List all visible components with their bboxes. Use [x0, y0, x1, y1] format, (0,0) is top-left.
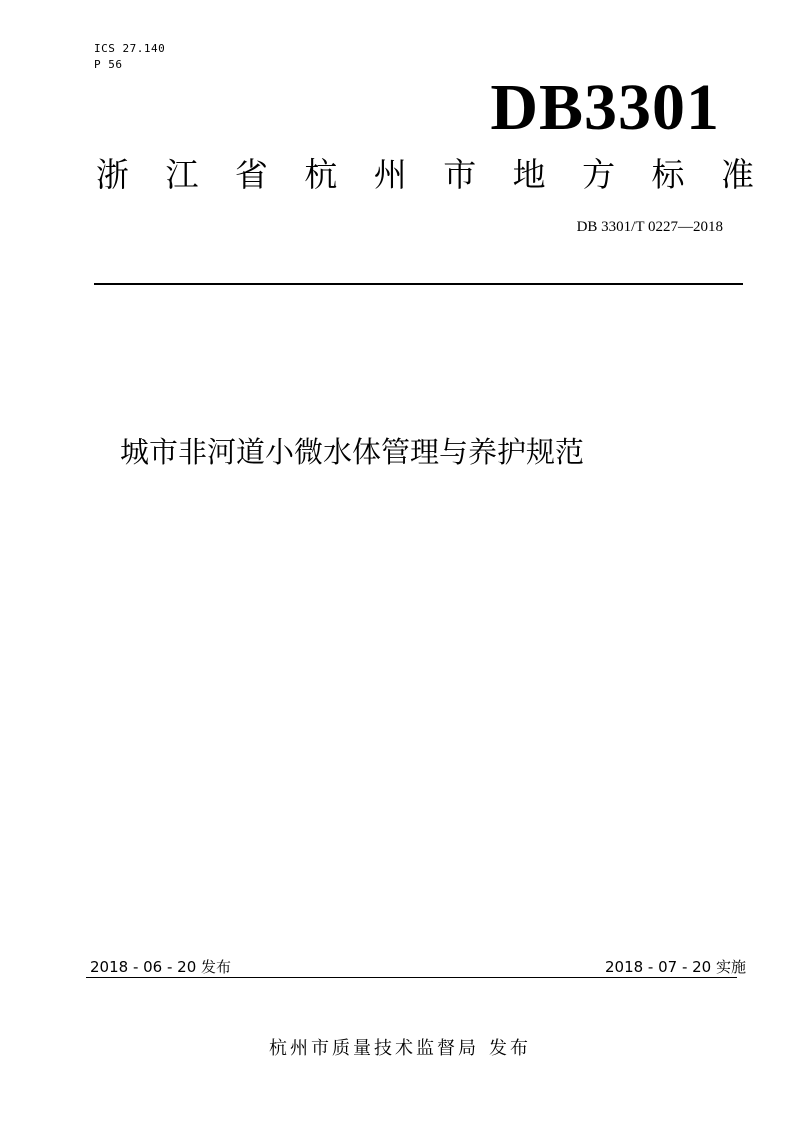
- issue-date: 2018 - 06 - 20 发布: [90, 958, 232, 976]
- standard-type-char: 地: [512, 155, 546, 194]
- implementation-date: 2018 - 07 - 20 实施: [604, 958, 746, 976]
- footer-divider: [86, 977, 737, 978]
- publisher-name: 杭州市质量技术监督局: [269, 1038, 479, 1059]
- standard-type-char: 标: [651, 155, 685, 194]
- date-row: [90, 955, 746, 979]
- standard-type-char: 方: [582, 155, 616, 194]
- ccs-code: P 56: [94, 58, 123, 71]
- standard-type-char: 浙: [96, 155, 129, 194]
- standard-type-char: 杭: [304, 155, 338, 194]
- publisher-line: [0, 1035, 800, 1063]
- document-title: 城市非河道小微水体管理与养护规范: [120, 435, 585, 469]
- standard-type: [96, 152, 754, 198]
- standard-type-char: 州: [373, 155, 407, 194]
- publisher-suffix: 发布: [489, 1038, 531, 1059]
- standard-type-char: 市: [443, 155, 477, 194]
- standard-type-char: 江: [165, 155, 199, 194]
- standard-type-char: 省: [234, 155, 268, 194]
- standard-type-char: 准: [720, 155, 754, 194]
- standard-number: DB 3301/T 0227—2018: [576, 219, 723, 235]
- classification-block: [94, 41, 165, 73]
- standard-code-heading: DB3301: [490, 71, 720, 144]
- ics-code: ICS 27.140: [94, 42, 166, 55]
- header-divider: [94, 283, 743, 285]
